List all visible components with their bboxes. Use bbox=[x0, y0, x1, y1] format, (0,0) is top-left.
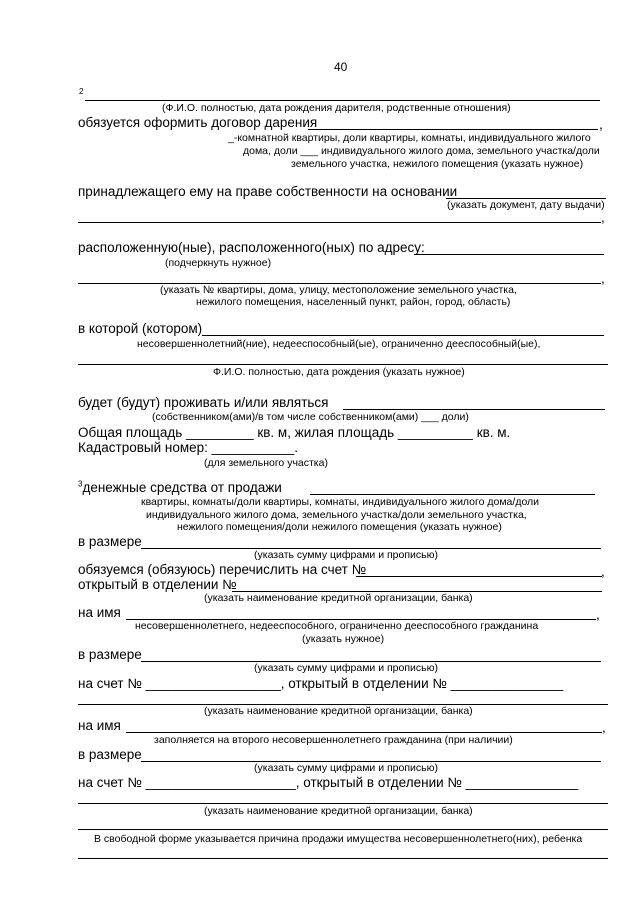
resident-caption: несовершеннолетний(ние), недееспособный(ые), ограниченно дееспособный(ые), bbox=[137, 338, 541, 350]
proceeds-label bbox=[78, 481, 282, 495]
account-line-2: на счет № ____________________, открытый в отделении № _______________ bbox=[78, 775, 579, 790]
bank-caption-1: (указать наименование кредитной организации, банка) bbox=[204, 592, 473, 604]
bank-caption-2: (указать наименование кредитной организации, банка) bbox=[204, 705, 473, 717]
comma: , bbox=[601, 564, 605, 579]
comma: , bbox=[601, 210, 605, 225]
property-caption-3: земельного участка, нежилого помещения (указать нужное) bbox=[291, 158, 584, 170]
address-caption-2: нежилого помещения, населенный пункт, район, город, область) bbox=[196, 296, 511, 308]
fio-caption: Ф.И.О. полностью, дата рождения (указать нужное) bbox=[213, 366, 465, 378]
live-label: будет (будут) проживать и/или являться bbox=[78, 395, 329, 410]
underline bbox=[85, 100, 600, 101]
area-line: Общая площадь _________ кв. м, жилая площадь __________ кв. м. bbox=[78, 425, 511, 440]
amount-label-2: в размере bbox=[78, 647, 142, 662]
choose-caption: (указать нужное) bbox=[302, 633, 385, 645]
reason-caption: В свободной форме указывается причина продажи имущества несовершеннолетнего(них), ребенка bbox=[94, 833, 583, 845]
donor-caption: (Ф.И.О. полностью, дата рождения дарителя, родственные отношения) bbox=[162, 102, 511, 114]
name-label-1: на имя bbox=[78, 605, 121, 620]
sale-caption-2: индивидуального жилого дома, земельного участка/доли земельного участка, bbox=[146, 509, 527, 521]
resident-label: в которой (котором) bbox=[78, 321, 203, 336]
margin-mark: 2 bbox=[79, 87, 84, 96]
underline bbox=[78, 829, 608, 830]
land-caption: (для земельного участка) bbox=[204, 457, 328, 469]
amount-caption-1: (указать сумму цифрами и прописью) bbox=[254, 549, 439, 561]
citizen-caption: несовершеннолетнего, недееспособного, ограниченно дееспособного гражданина bbox=[135, 620, 539, 632]
branch-label-1: открытый в отделении № bbox=[78, 577, 237, 592]
amount-label-3: в размере bbox=[78, 747, 142, 762]
property-caption-1: _-комнатной квартиры, доли квартиры, комнаты, индивидуального жилого bbox=[228, 132, 591, 144]
amount-caption-3: (указать сумму цифрами и прописью) bbox=[254, 762, 439, 774]
underline bbox=[78, 364, 608, 365]
cadastral-number: Кадастровый номер: ___________. bbox=[78, 440, 298, 455]
underline bbox=[343, 409, 605, 410]
second-minor-caption: заполняется на второго несовершеннолетнего гражданина (при наличии) bbox=[154, 734, 513, 746]
underline-hint: (подчеркнуть нужное) bbox=[165, 257, 272, 269]
comma: , bbox=[601, 271, 605, 286]
gift-contract-label: обязуется оформить договор дарения bbox=[78, 115, 318, 130]
sale-caption-1: квартиры, комнаты/доли квартиры, комнаты, индивидуального жилого дома/доли bbox=[141, 496, 540, 508]
underline bbox=[308, 129, 598, 130]
underline bbox=[78, 222, 601, 223]
page-number: 40 bbox=[334, 60, 348, 74]
underline bbox=[202, 335, 604, 336]
amount-caption-2: (указать сумму цифрами и прописью) bbox=[254, 662, 439, 674]
proceeds-text: денежные средства от продажи bbox=[82, 480, 282, 495]
address-caption-1: (указать № квартиры, дома, улицу, местоположение земельного участка, bbox=[160, 284, 517, 296]
comma: , bbox=[599, 117, 603, 132]
owner-caption: (собственником(ами)/в том числе собственником(ами) ___ доли) bbox=[152, 411, 469, 423]
underline bbox=[126, 732, 602, 733]
comma: , bbox=[596, 607, 600, 622]
amount-label-1: в размере bbox=[78, 534, 142, 549]
bank-caption-3: (указать наименование кредитной организации, банка) bbox=[204, 805, 473, 817]
underline bbox=[310, 494, 595, 495]
comma: , bbox=[602, 720, 606, 735]
ownership-label: принадлежащего ему на праве собственности на основании bbox=[78, 184, 458, 199]
transfer-label: обязуемся (обязуюсь) перечислить на счет № bbox=[78, 562, 367, 577]
underline bbox=[78, 803, 608, 804]
account-line-1: на счет № __________________, открытый в отделении № _______________ bbox=[78, 676, 564, 691]
footnote-mark: 3 bbox=[78, 479, 83, 489]
address-label: расположенную(ные), расположенного(ных) по адресу: bbox=[78, 240, 425, 255]
document-caption: (указать документ, дату выдачи) bbox=[447, 199, 605, 211]
underline bbox=[414, 254, 604, 255]
underline bbox=[356, 576, 602, 577]
property-caption-2: дома, доли ___ индивидуального жилого дома, земельного участка/доли bbox=[243, 145, 600, 157]
name-label-2: на имя bbox=[78, 718, 121, 733]
underline bbox=[78, 858, 608, 859]
sale-caption-3: нежилого помещения/доли нежилого помещения (указать нужное) bbox=[177, 521, 502, 533]
